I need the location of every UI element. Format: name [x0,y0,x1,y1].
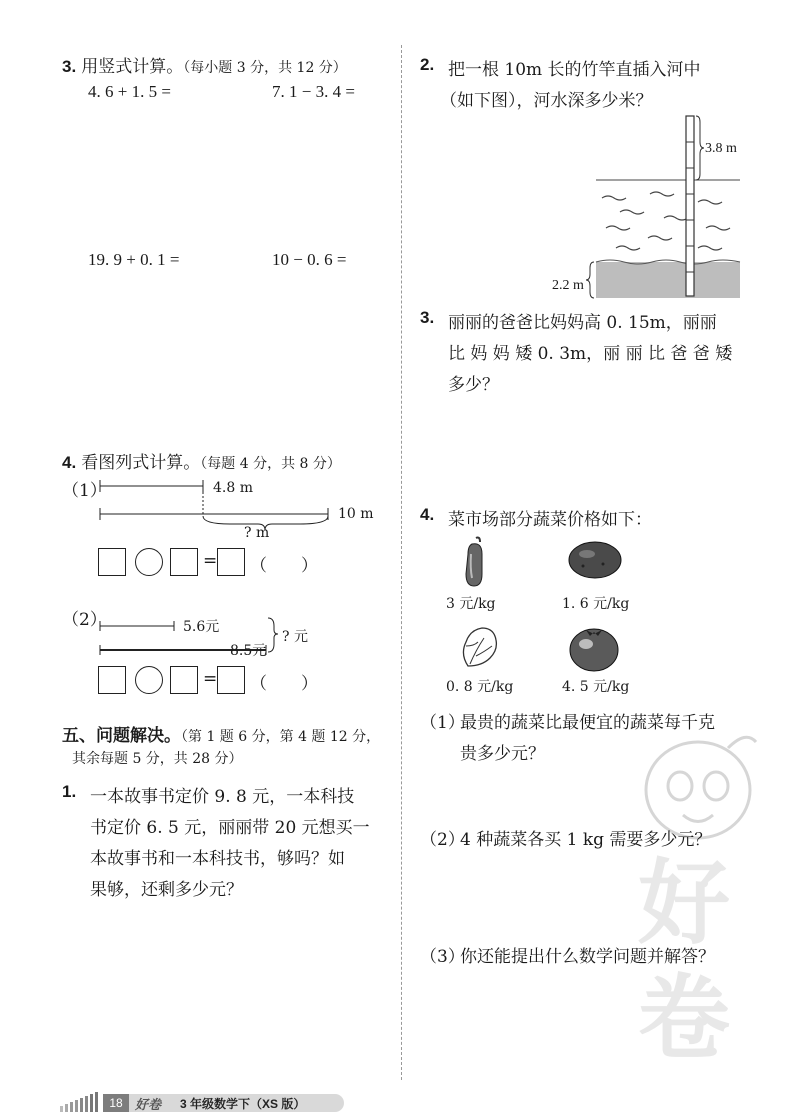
problem1-unknown: ? m [244,525,270,541]
problem2-short-value: 5.6元 [183,619,220,635]
problem1-top-length: 4.8 m [213,480,253,496]
page-number: 18 [103,1094,129,1112]
q1-line: 本故事书和一本科技书，够吗？如 [90,849,345,869]
q2-line: （如下图），河水深多少米？ [440,91,653,111]
q1-line: 果够，还剩多少元？ [90,880,243,900]
section3-note: （每小题 3 分，共 12 分） [183,60,347,76]
unit-paren[interactable]: （ ） [250,556,318,576]
section3-title: 用竖式计算。 [81,57,184,77]
section5-note-2: 其余每题 5 分，共 28 分） [72,751,243,767]
footer-title: 3 年级数学下（XS 版） [180,1097,306,1111]
q4-sub1-line: 贵多少元？ [460,744,545,764]
section3-heading [62,52,347,77]
expr-3: 19. 9 + 0. 1 = [88,250,180,269]
price-label: 4. 5 元/kg [562,679,630,695]
q3-line: 丽丽的爸爸比妈妈高 0. 15m，丽丽 [448,313,717,333]
q3-line: 比 妈 妈 矮 0. 3m，丽 丽 比 爸 爸 矮 [448,344,733,364]
section4-heading [62,448,341,473]
q1-line: 书定价 6. 5 元，丽丽带 20 元想买一 [90,818,370,838]
q4-sub1-label: （1） [420,713,465,733]
problem1-total-length: 10 m [338,506,374,522]
answer-box[interactable] [98,548,126,576]
potato-icon [565,538,625,582]
watermark-char: 卷 [638,965,731,1072]
problem1-label: （1） [62,481,107,501]
column-divider [401,45,402,1080]
answer-box[interactable] [170,666,198,694]
watermark-char: 好 [638,850,731,957]
q2-line: 把一根 10m 长的竹竿直插入河中 [448,60,701,80]
problem2-label: （2） [62,610,107,630]
section4-number: 4. [62,453,77,472]
expr-1: 4. 6 + 1. 5 = [88,82,171,101]
equals-sign: = [203,551,218,571]
expr-4: 10 − 0. 6 = [272,250,347,269]
section5-title: 五、问题解决。 [62,726,181,746]
q4-sub3-line: 你还能提出什么数学问题并解答？ [460,947,715,967]
mud-depth-length: 2.2 m [552,278,584,293]
expr-2: 7. 1 − 3. 4 = [272,82,355,101]
price-label: 1. 6 元/kg [562,596,630,612]
equals-sign: = [203,669,218,689]
problem2-long-value: 8.5元 [230,643,267,659]
answer-box[interactable] [98,666,126,694]
q1-line: 一本故事书定价 9. 8 元，一本科技 [90,787,355,807]
q4-number: 4. [420,505,435,524]
section5-heading [62,721,380,746]
q4-sub3-label: （3） [420,947,465,967]
operator-circle[interactable] [135,666,163,694]
tomato-icon [566,620,622,674]
section3-number: 3. [62,57,77,76]
unit-paren[interactable]: （ ） [250,674,318,694]
section5-note-1: （第 1 题 6 分，第 4 题 12 分， [181,729,381,745]
price-label: 0. 8 元/kg [446,679,514,695]
q4-sub2-label: （2） [420,830,465,850]
cabbage-icon [454,620,504,670]
q2-number: 2. [420,55,435,74]
answer-box[interactable] [170,548,198,576]
q3-line: 多少？ [448,375,499,395]
section4-title: 看图列式计算。 [81,453,201,473]
footer-bars-icon [58,1088,104,1112]
eggplant-icon [456,534,496,590]
q1-number: 1. [62,782,77,801]
result-box[interactable] [217,666,245,694]
section4-note: （每题 4 分，共 8 分） [200,456,341,472]
q4-title: 菜市场部分蔬菜价格如下： [448,510,652,530]
footer-logo: 好卷 [135,1098,162,1113]
q3-number: 3. [420,308,435,327]
price-label: 3 元/kg [446,596,496,612]
above-water-length: 3.8 m [705,141,737,156]
operator-circle[interactable] [135,548,163,576]
q4-sub2-line: 4 种蔬菜各买 1 kg 需要多少元？ [460,830,712,850]
result-box[interactable] [217,548,245,576]
q4-sub1-line: 最贵的蔬菜比最便宜的蔬菜每千克 [460,713,715,733]
problem2-unknown: ? 元 [282,629,308,645]
